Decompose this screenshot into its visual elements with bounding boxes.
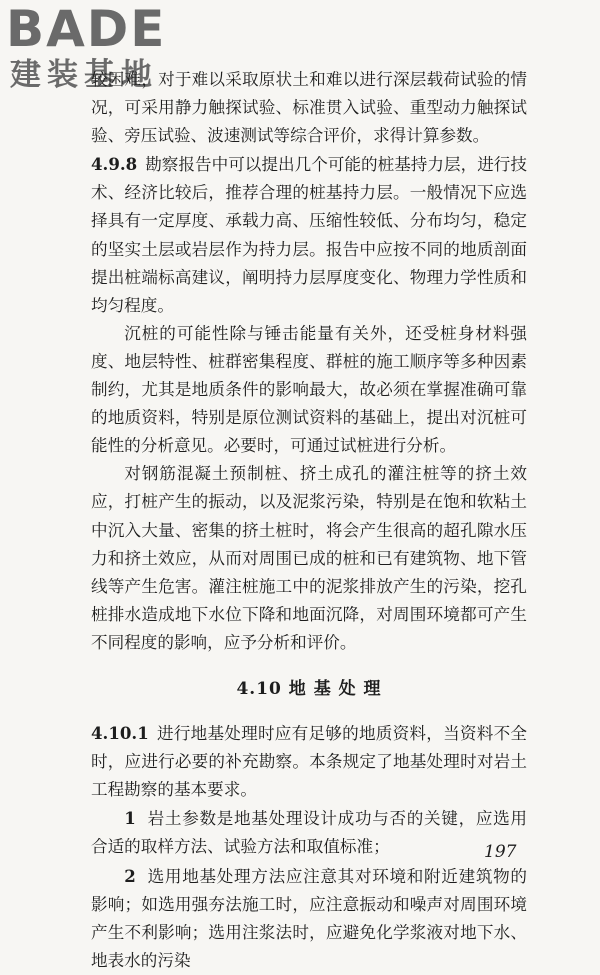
logo-main-text: BADE [6, 0, 167, 58]
clause-number: 4.9.8 [91, 154, 138, 175]
paragraph-soil-squeezing: 对钢筋混凝土预制桩、挤土成孔的灌注桩等的挤土效应，打桩产生的振动，以及泥浆污染，特别是在饱和软粘土中沉入大量、密集的挤土桩时，将会产生很高的超孔隙水压力和挤土效应，从而对周围已成的桩和已有建筑物、地下管线等产生危害。灌注桩施工中的泥浆排放产生的污染，挖孔桩排水造成地下水位下降和地面沉降，对周围环境都可产生不同程度的影响，应予分析和评价。 [91, 464, 527, 652]
clause-text: 勘察报告中可以提出几个可能的桩基持力层，进行技术、经济比较后，推荐合理的桩基持力层。一般情况下应选择具有一定厚度、承载力高、压缩性较低、分布均匀，稳定的坚实土层或岩层作为持力层。报告中应按不同的地质剖面提出桩端标高建议，阐明持力层厚度变化、物理力学性质和均匀程度。 [91, 155, 527, 315]
clause-number: 4.10.1 [91, 723, 149, 744]
clause-text: 进行地基处理时应有足够的地质资料，当资料不全时，应进行必要的补充勘察。本条规定了地基处理时对岩土工程勘察的基本要求。 [91, 724, 527, 800]
clause-4-9-8 [91, 150, 527, 320]
item-text: 岩土参数是地基处理设计成功与否的关键，应选用合适的取样方法、试验方法和取值标准； [91, 809, 527, 857]
paragraph-continued: 较困难，对于难以采取原状土和难以进行深层载荷试验的情况，可采用静力触探试验、标准贯入试验、重型动力触探试验、旁压试验、波速测试等综合评价，求得计算参数。 [91, 70, 527, 146]
section-title: 4.10 地 基 处 理 [236, 678, 382, 699]
list-item-1 [91, 804, 527, 861]
logo-sub-text: 建装基地 [10, 57, 158, 93]
clause-4-10-1 [91, 719, 527, 804]
item-number: 2 [124, 865, 136, 886]
item-text: 选用地基处理方法应注意其对环境和附近建筑物的影响；如选用强夯法施工时，应注意振动和噪声对周围环境产生不利影响；选用注浆法时，应避免化学浆液对地下水、地表水的污染 [91, 866, 527, 970]
page-body [91, 66, 527, 975]
item-number: 1 [124, 808, 136, 829]
list-item-2 [91, 862, 527, 975]
paragraph-pile-driving: 沉桩的可能性除与锤击能量有关外，还受桩身材料强度、地层特性、桩群密集程度、群桩的施工顺序等多种因素制约，尤其是地质条件的影响最大，故必须在掌握准确可靠的地质资料，特别是原位测试资料的基础上，提出对沉桩可能性的分析意见。必要时，可通过试桩进行分析。 [91, 323, 527, 456]
page-number: 197 [484, 842, 517, 862]
